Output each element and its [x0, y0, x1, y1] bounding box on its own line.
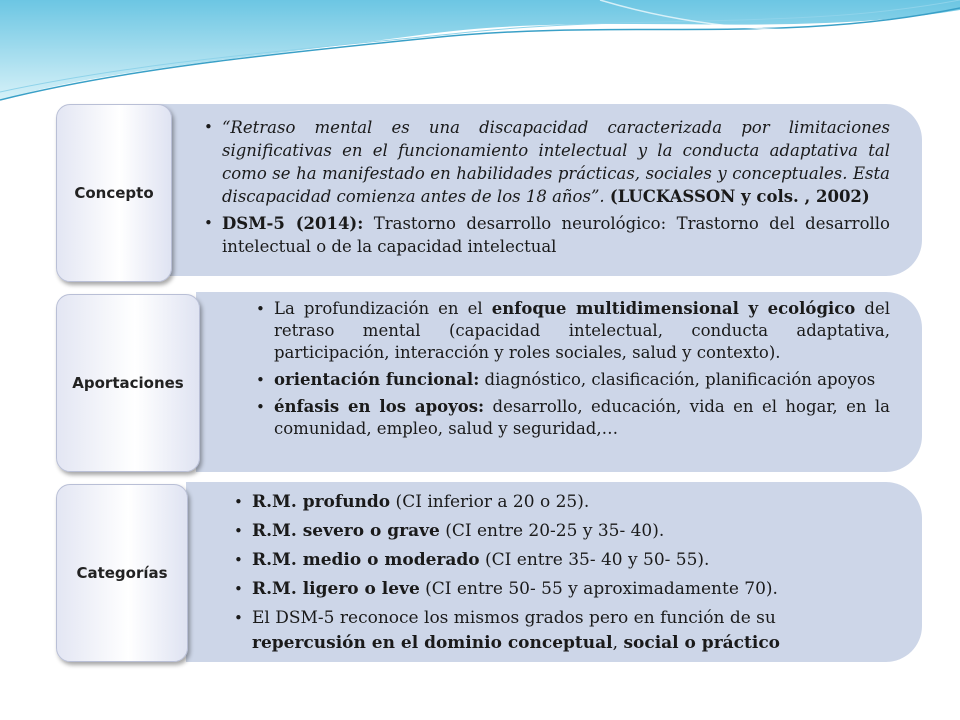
- aportaciones-item-orientacion: • orientación funcional: diagnóstico, clasificación, planificación apoyos: [254, 369, 890, 391]
- aportaciones-content: [196, 292, 922, 472]
- concepto-tab: Concepto: [56, 104, 172, 282]
- categorias-item-dsm5: • El DSM-5 reconoce los mismos grados pero en función de su repercusión en el dominio conceptual, social o práctico: [232, 606, 890, 656]
- categorias-item-leve: • R.M. ligero o leve (CI entre 50- 55 y aproximadamente 70).: [232, 577, 890, 602]
- categorias-tab: Categorías: [56, 484, 188, 662]
- categorias-item-profundo: • R.M. profundo (CI inferior a 20 o 25).: [232, 490, 890, 515]
- categorias-content: [186, 482, 922, 662]
- categorias-item-severo: • R.M. severo o grave (CI entre 20-25 y 35- 40).: [232, 519, 890, 544]
- concepto-content: [150, 104, 922, 276]
- concepto-item-definition: • “Retraso mental es una discapacidad caracterizada por limitaciones significativas en el funcionamiento intelectual y la conducta adaptativa tal como se ha manifestado en habilidades prácticas, sociales y conceptuales. Esta discapacidad comienza antes de los 18 años”. (LUCKASSON y cols. , 2002): [202, 116, 890, 208]
- categorias-item-moderado: • R.M. medio o moderado (CI entre 35- 40 y 50- 55).: [232, 548, 890, 573]
- aportaciones-item-apoyos: • énfasis en los apoyos: desarrollo, educación, vida en el hogar, en la comunidad, empleo, salud y seguridad,…: [254, 396, 890, 440]
- aportaciones-tab: Aportaciones: [56, 294, 200, 472]
- header-wave-decoration: [0, 0, 960, 120]
- aportaciones-item-enfoque: • La profundización en el enfoque multidimensional y ecológico del retraso mental (capacidad intelectual, conducta adaptativa, participación, interacción y roles sociales, salud y contexto).: [254, 298, 890, 364]
- concepto-item-dsm5: • DSM-5 (2014): Trastorno desarrollo neurológico: Trastorno del desarrollo intelectual o de la capacidad intelectual: [202, 212, 890, 258]
